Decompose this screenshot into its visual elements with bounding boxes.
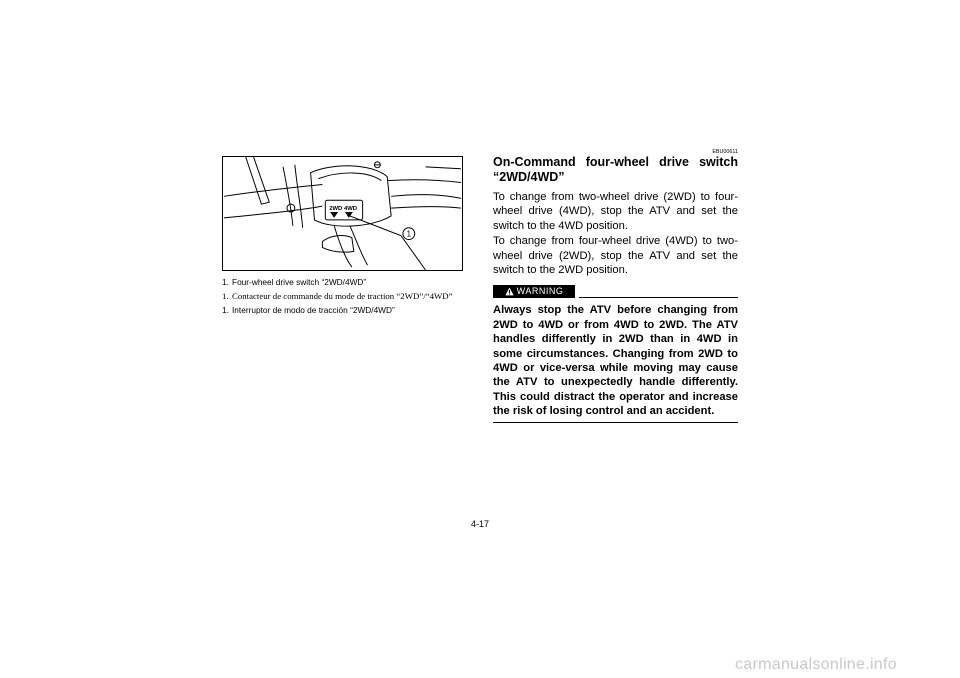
caption-spanish — [222, 305, 472, 316]
warning-rule — [579, 297, 738, 298]
section-code: EBU00611 — [712, 149, 738, 155]
caption-text: Contacteur de commande du mode de traction “2WD”/“4WD” — [232, 291, 453, 301]
handlebar-switch-illustration — [222, 156, 463, 271]
paragraph-2wd-to-4wd: To change from two-wheel drive (2WD) to four-wheel drive (4WD), stop the ATV and set the switch to the 4WD position. — [493, 191, 738, 232]
title-word: switch — [699, 155, 738, 169]
caption-text: Interruptor de modo de tracción “2WD/4WD” — [232, 305, 395, 315]
warning-badge — [493, 285, 575, 298]
title-word: four-wheel — [585, 155, 649, 169]
caption-english — [222, 277, 472, 288]
warning-label: WARNING — [516, 286, 564, 297]
warning-header — [493, 284, 738, 298]
title-word: drive — [659, 155, 689, 169]
paragraph-4wd-to-2wd: To change from four-wheel drive (4WD) to two-wheel drive (2WD), stop the ATV and set the switch to the 2WD position. — [493, 235, 738, 277]
page-number: 4-17 — [470, 519, 489, 529]
caption-french — [222, 291, 472, 302]
warning-text: Always stop the ATV before changing from 2WD to 4WD or from 4WD to 2WD. The ATV handles differently in 2WD than in 4WD in some circumstances. Changing from 2WD to 4WD or vice-versa while moving may cause the ATV to unexpectedly handle differently. This could distract the operator and increase the risk of losing control and an accident. — [493, 304, 738, 418]
switch-label-4wd: 4WD — [343, 206, 358, 213]
watermark: carmanualsonline.info — [735, 656, 897, 673]
switch-label-2wd: 2WD — [329, 206, 343, 213]
warning-bottom-rule — [493, 422, 738, 423]
title-line-2: “2WD/4WD” — [493, 170, 565, 184]
caption-number: 1. — [222, 291, 229, 301]
switch-arrow-2wd-icon — [330, 212, 338, 218]
caption-number: 1. — [222, 277, 229, 287]
caption-number: 1. — [222, 305, 229, 315]
section-title — [493, 155, 738, 185]
handlebar-drawing — [223, 157, 462, 270]
title-word: On-Command — [493, 155, 576, 169]
main-column — [493, 155, 738, 423]
callout-number: 1 — [406, 229, 412, 239]
figure-captions — [222, 277, 472, 319]
caption-text: Four-wheel drive switch “2WD/4WD” — [232, 277, 367, 287]
warning-triangle-icon — [505, 287, 514, 296]
